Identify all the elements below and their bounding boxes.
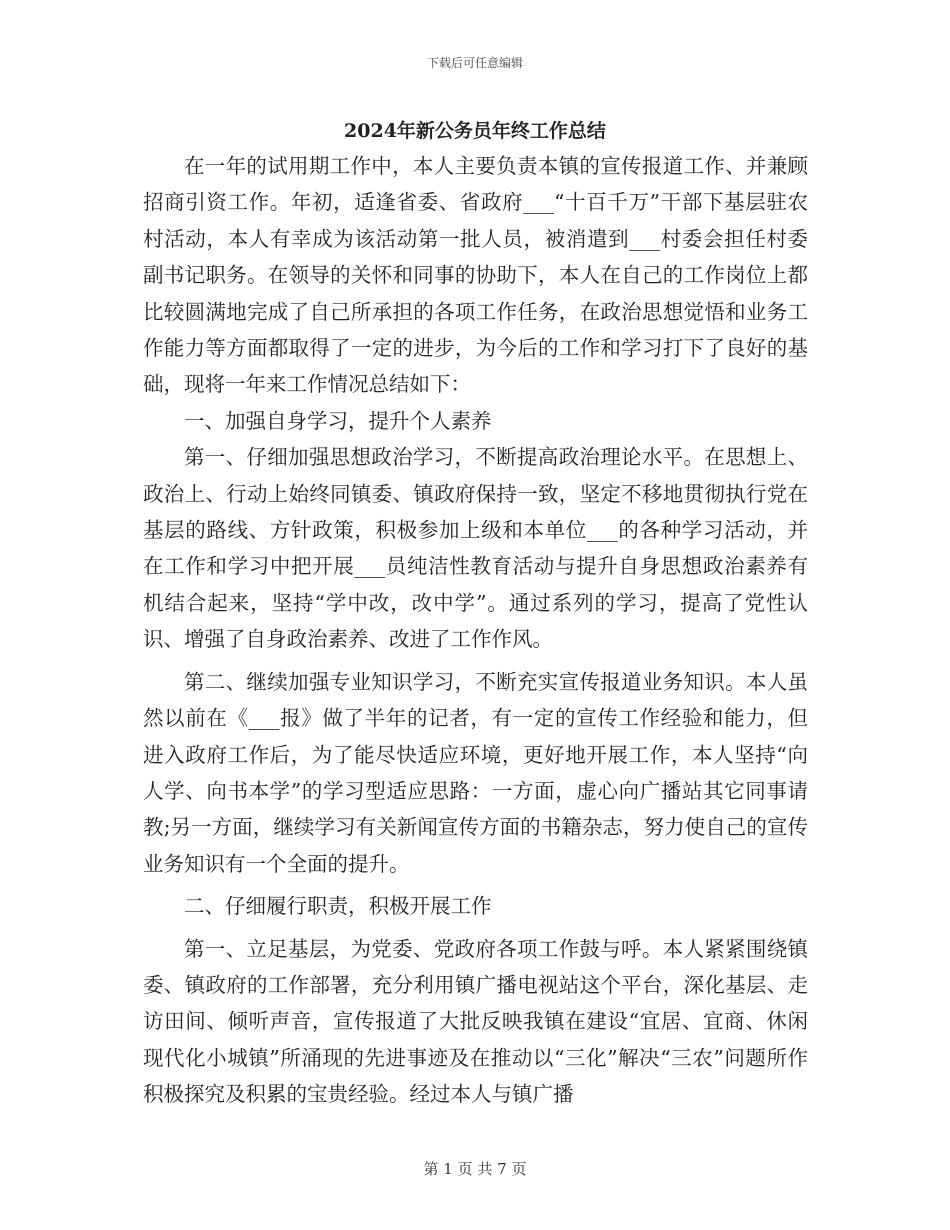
- paragraph-professional-study: 第二、继续加强专业知识学习，不断充实宣传报道业务知识。本人虽然以前在《___报》做了半年的记者，有一定的宣传工作经验和能力，但进入政府工作后，为了能尽快适应环境，更好地开展工作，本人坚持“向人学、向书本学”的学习型适应思路：一方面，虚心向广播站其它同事请教;另一方面，继续学习有关新闻宣传方面的书籍杂志，努力使自己的宣传业务知识有一个全面的提升。: [143, 669, 808, 876]
- paragraph-grassroots-work: 第一、立足基层，为党委、党政府各项工作鼓与呼。本人紧紧围绕镇委、镇政府的工作部署，充分利用镇广播电视站这个平台，深化基层、走访田间、倾听声音，宣传报道了大批反映我镇在建设“宜居、宜商、休闲现代化小城镇”所涌现的先进事迹及在推动以“三化”解决“三农”问题所作积极探究及积累的宝贵经验。经过本人与镇广播: [143, 936, 808, 1107]
- paragraph-intro: 在一年的试用期工作中，本人主要负责本镇的宣传报道工作、并兼顾招商引资工作。年初，适逢省委、省政府___“十百千万”干部下基层驻农村活动，本人有幸成为该活动第一批人员，被消遣到___村委会担任村委副书记职务。在领导的关怀和同事的协助下，本人在自己的工作岗位上都比较圆满地完成了自己所承担的各项工作任务，在政治思想觉悟和业务工作能力等方面都取得了一定的进步，为今后的工作和学习打下了良好的基础，现将一年来工作情况总结如下：: [143, 154, 808, 397]
- section-heading-2: 二、仔细履行职责，积极开展工作: [184, 894, 492, 919]
- header-note: 下载后可任意编辑: [426, 56, 523, 70]
- page-indicator: 第 1 页 共 7 页: [423, 1160, 527, 1178]
- paragraph-political-study: 第一、仔细加强思想政治学习，不断提高政治理论水平。在思想上、政治上、行动上始终同镇委、镇政府保持一致，坚定不移地贯彻执行党在基层的路线、方针政策，积极参加上级和本单位___的各种学习活动，并在工作和学习中把开展___员纯洁性教育活动与提升自身思想政治素养有机结合起来，坚持“学中改，改中学”。通过系列的学习，提高了党性认识、增强了自身政治素养、改进了工作作风。: [143, 445, 808, 652]
- document-title: 2024年新公务员年终工作总结: [344, 120, 606, 142]
- section-heading-1: 一、加强自身学习，提升个人素养: [184, 408, 492, 433]
- document-body: [143, 148, 808, 1113]
